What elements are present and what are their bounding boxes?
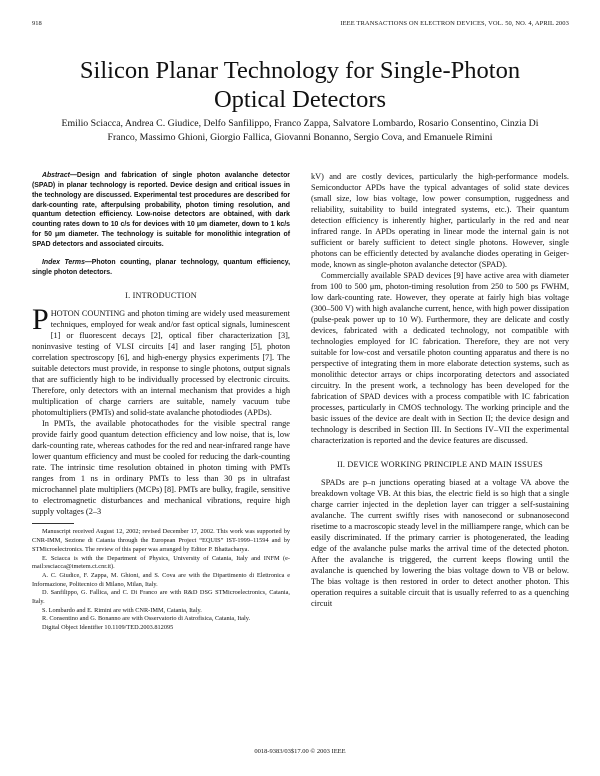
index-terms [32,258,290,278]
abstract-label: Abstract— [42,172,77,179]
page-number: 918 [32,20,42,27]
footnote-affiliation-5: R. Consentino and G. Bonanno are with Osservatorio di Astrofisica, Catania, Italy. [42,615,251,623]
intro-paragraph-3: Commercially available SPAD devices [9] have active area with diameter from 100 to 500 μm, photon-timing resolution from 250 to 500 ps FWHM, low dark-counting rate. However, they operate at fairly high bias voltage (300–500 V) with high avalanche current, hence, with high power dissipation (pulse-peak power up to 10 W). Furthermore, they are delicate and costly devices, fabricated with a dedicated technology, not compatible with technologies employed for IC fabrication. Therefore, they are not very suitable for low-cost and versatile photon counting apparatus and there is no perspective of integrating them in more elaborate detection systems, such as monolithic detector arrays or chips incorporating detectors and associated circuitry. In the present work, a technology has been developed for the fabrication of SPAD devices with a process compatible with IC fabrication processes, particularly in CMOS technology. The working principle and the basic issues of the device are dealt with in Section II; the device design and technology is described in Section III. In Sections IV–VII the experimental characterization is reported and the device features are discussed. [311,271,569,445]
section-2-heading: II. DEVICE WORKING PRINCIPLE AND MAIN ISSUES [337,460,543,469]
copyright-footer: 0018-9383/03$17.00 © 2003 IEEE [254,748,346,755]
index-terms-label: Index Terms— [42,258,92,266]
intro-paragraph-1 [32,303,290,418]
section-2-paragraph-1: SPADs are p–n junctions operating biased at a voltage VA above the breakdown voltage VB. At this bias, the electric field is so high that a single charge carrier injected in the depletion layer can trigger a self-sustaining avalanche. The current swiftly rises with nanosecond or subnanosecond risetime to a macroscopic steady level in the milliampere range, which can be easily discriminated. If the primary carrier is photogenerated, the leading edge of the avalanche pulse marks the arrival time of the detected photon. After the avalanche is triggered, the current keeps flowing until the avalanche is quenched by lowering the bias voltage down to VB or below. The bias voltage is then restored in order to detect another photon. This operation requires a suitable circuit that is usually referred to as a quenching circuit [311,478,569,608]
footnote-doi: Digital Object Identifier 10.1109/TED.2003.812095 [42,624,174,632]
author-list: Emilio Sciacca, Andrea C. Giudice, Delfo Sanfilippo, Franco Zappa, Salvatore Lombardo, Rosario Consentino, Cinzia Di Franco, Massimo Ghioni, Giorgio Fallica, Giovanni Bonanno, Sergio Cova, and Emanuele Rimini [61,118,539,143]
abstract-text: Design and fabrication of single photon avalanche detector (SPAD) in planar technology is reported. Device design and critical issues in the technology are discussed. Experimental test procedures are described for dark-counting rate, afterpulsing probability, photon timing resolution, and quantum detection efficiency. Low-noise detectors are obtained, with dark counting rates down to 10 c/s for devices with 10 μm diameter, down to 1 kc/s for 50 μm diameter. The technology is suitable for monolithic integration of SPAD detectors and associated circuits. [32,172,290,248]
left-column [32,171,290,633]
index-terms-text: Photon counting, planar technology, quantum efficiency, single photon detectors. [32,258,290,276]
footnote-affiliation-3: D. Sanfilippo, G. Fallica, and C. Di Franco are with R&D DSG STMicroelectronics, Catania, Italy. [32,589,290,606]
footnote-affiliation-4: S. Lombardo and E. Rimini are with CNR-IMM, Catania, Italy. [42,606,202,614]
right-column [311,171,569,609]
intro-paragraph-2-end: kV) and are costly devices, particularly the high-performance models. Semiconductor APDs have the typical advantages of solid state devices (small size, low bias voltage, low power consumption, ruggedness and reliability, suitability to build integrated systems, etc.). Their quantum detection efficiency is inherently higher, particularly in the red and near infrared range. In APDs operating in linear mode the internal gain is not sufficient or barely sufficient to detect single photons. However, single photons can be efficiently detected by avalanche diodes operating in Geiger-mode, known as single-photon avalanche detector (SPAD). [311,172,569,269]
abstract [32,171,290,250]
section-1-heading: I. INTRODUCTION [125,291,197,301]
footnotes [32,528,290,632]
running-header: IEEE TRANSACTIONS ON ELECTRON DEVICES, VOL. 50, NO. 4, APRIL 2003 [340,20,569,27]
intro-paragraph-1-text: HOTON COUNTING and photon timing are widely used measurement techniques, employed for weak and/or fast optical signals, luminescent [1] or fluorescent decays [2], optical fiber characterization [3], noninvasive testing of VLSI circuits [4] and laser ranging [5], photon correlation spectroscopy [6], and high-energy physics experiments [7]. The suitable detectors must provide, in response to single photons, output signals that are sufficiently high to be individually processed by electronic circuits. Therefore, only detectors with an internal mechanism that provides a high multiplication of charge carriers are suitable, namely vacuum tube photomultipliers (PMTs) and solid-state avalanche photodiodes (APDs). [32,309,290,418]
footnote-rule [32,523,74,524]
drop-cap: P [32,303,49,337]
intro-paragraph-2-start: In PMTs, the available photocathodes for the visible spectral range provide fairly good quantum detection efficiency and low noise, that is, low dark-counting rate, whereas cathodes for the red and near-infrared range have lower quantum efficiency and must be cooled for reducing the dark-counting rate. The intrinsic time resolution obtained in photon timing with PMTs ranges from 1 ns in ordinary PMTs to less than 30 ps in ultrafast microchannel plate multipliers (MCPs) [8]. PMTs are bulky, fragile, sensitive to electromagnetic disturbances and mechanical vibrations, require high supply voltages (2–3 [32,419,290,517]
footnote-manuscript: Manuscript received August 12, 2002; revised December 17, 2002. This work was supported by CNR-IMM, Sezione di Catania through the European Project “EQUIS” IST-1999–11594 and by STMicroelectronics. The review of this paper was arranged by Editor P. Bhattacharya. [32,528,290,553]
title-line-1: Silicon Planar Technology for Single-Photon [79,57,521,84]
paper-title [0,56,600,114]
footnote-affiliation-1: E. Sciacca is with the Department of Physics, University of Catania, Italy and INFM (e-mail:esciacca@imetem.ct.cnr.it). [32,554,290,571]
title-line-2: Optical Detectors [213,86,387,113]
footnote-affiliation-2: A. C. Giudice, F. Zappa, M. Ghioni, and S. Cova are with the Dipartimento di Elettronica e Informazione, Politecnico di Milano, Milan, Italy. [32,571,290,588]
